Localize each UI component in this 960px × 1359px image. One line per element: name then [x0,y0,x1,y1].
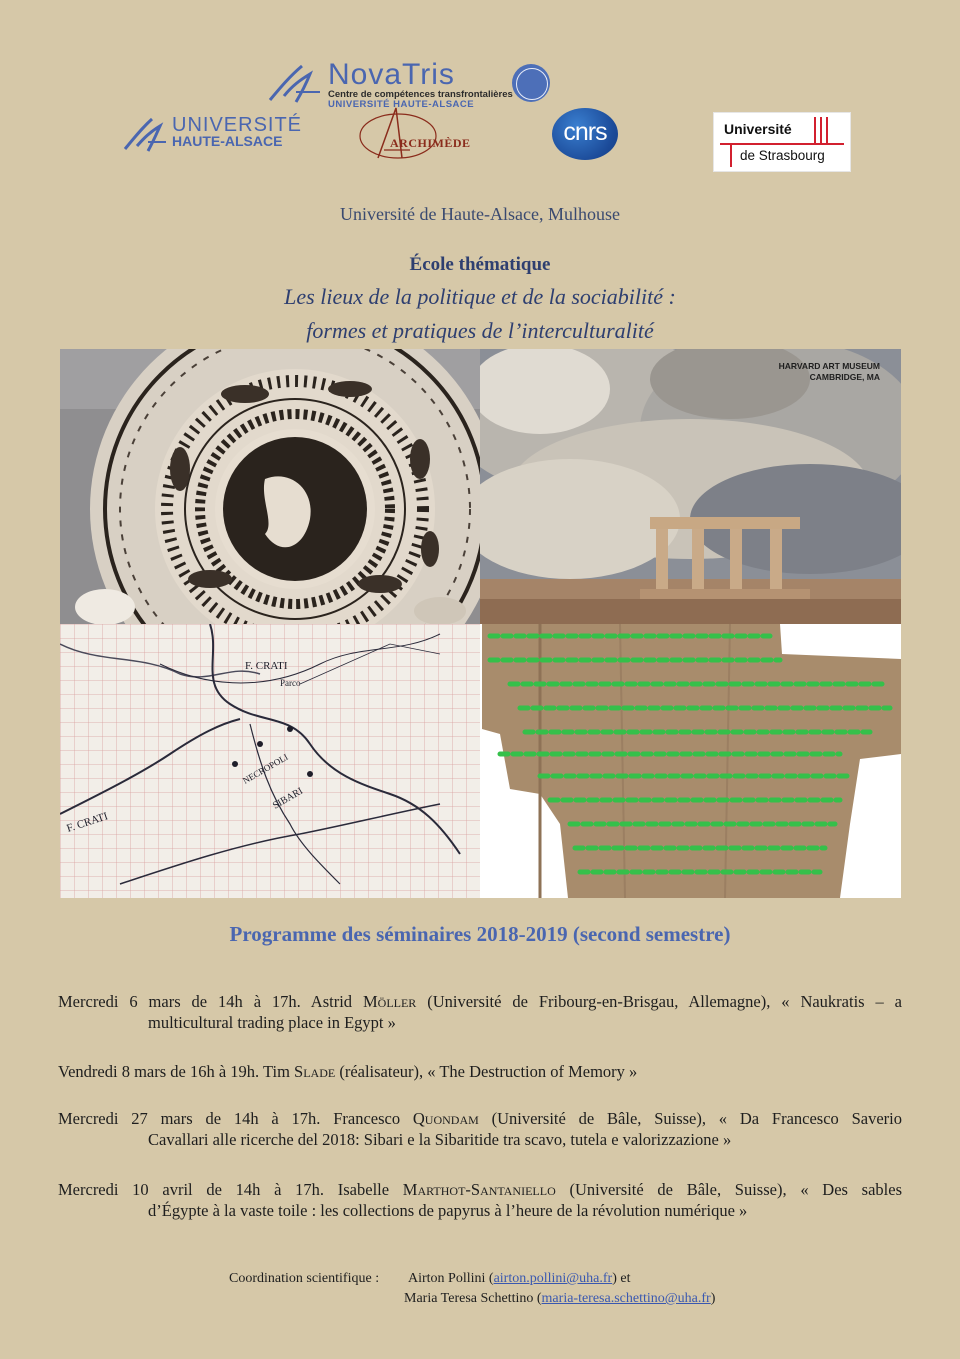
map-label-parco: Parco [280,678,301,688]
papyrus-image [480,624,901,898]
session-line1: Mercredi 10 avril de 14h à 17h. Isabelle Marthot-Santaniello (Université de Bâle, Suisse), « Des sables [58,1180,902,1199]
novatris-name: NovaTris [328,58,455,91]
session-line1: Vendredi 8 mars de 16h à 19h. Tim Slade (réalisateur), « The Destruction of Memory » [58,1062,638,1081]
novatris-subtitle: Centre de compétences transfrontalières [328,89,513,100]
coordinator-1: Airton Pollini (airton.pollini@uha.fr) et [408,1271,631,1286]
archimede-name: ARCHIMÈDE [390,136,471,150]
novatris-mark-icon [266,62,324,108]
theme-subtitle-line1: Les lieux de la politique et de la sociabilité : [284,284,676,309]
map-label-sibari: SIBARI [271,785,305,812]
institution-title: Université de Haute-Alsace, Mulhouse [340,204,620,224]
session-item [58,1179,902,1221]
archimede-logo [358,106,471,162]
speaker-surname: Möller [362,992,417,1011]
session-item [58,1061,902,1082]
session-line1: Mercredi 27 mars de 14h à 17h. Francesco Quondam (Université de Bâle, Suisse), « Da Francesco Saverio [58,1109,902,1128]
map-label-crati-top: F. CRATI [245,660,288,672]
coordination-label: Coordination scientifique : [229,1271,380,1286]
unistra-logo [713,112,851,172]
museum-name: HARVARD ART MUSEUM [778,361,880,371]
speaker-surname: Slade [294,1062,336,1081]
coordinator-1-email-link[interactable]: airton.pollini@uha.fr [493,1271,613,1286]
archimede-mark-icon [358,106,454,162]
coordinator-2: Maria Teresa Schettino (maria-teresa.schettino@uha.fr) [404,1291,716,1306]
unistra-rule [826,117,828,143]
palmyra-smoke-icon [480,349,901,624]
seal-ring [516,68,548,100]
session-line2: Cavallari alle ricerche del 2018: Sibari e la Sibaritide tra scavo, tutela e valorizzazione » [148,1130,732,1149]
unistra-rule [820,117,822,143]
papyrus-icon [480,624,901,898]
uha-line2: HAUTE-ALSACE [172,133,283,149]
session-line1: Mercredi 6 mars de 14h à 17h. Astrid Möller (Université de Fribourg-en-Brisgau, Allemagne), « Naukratis – a [58,992,902,1011]
map-label-necropoli: NECROPOLI [241,751,290,786]
greek-plate-icon [60,349,480,624]
novatris-university: UNIVERSITÉ HAUTE-ALSACE [328,99,475,110]
unistra-rule [814,117,816,143]
uha-line1: UNIVERSITÉ [172,114,303,136]
uha-mark-icon [122,116,168,154]
unistra-rule [720,143,844,145]
coordinator-2-email-link[interactable]: maria-teresa.schettino@uha.fr [541,1291,711,1306]
greek-plate-image [60,349,480,624]
uha-logo [122,112,312,156]
unistra-line2: de Strasbourg [740,148,825,163]
speaker-surname: Marthot-Santaniello [402,1180,556,1199]
sibari-map-image [60,624,480,898]
unistra-line1: Université [724,121,792,137]
session-line2: multicultural trading place in Egypt » [148,1013,396,1032]
speaker-surname: Quondam [412,1109,479,1128]
session-item [58,991,902,1033]
session-item [58,1108,902,1150]
image-collage [60,349,901,898]
session-line2: d’Égypte à la vaste toile : les collections de papyrus à l’heure de la révolution numérique » [148,1201,748,1220]
unistra-rule [730,143,732,167]
map-grid-icon [60,624,480,898]
school-title: École thématique [409,254,551,275]
museum-city: CAMBRIDGE, MA [809,372,880,382]
program-title: Programme des séminaires 2018-2019 (second semestre) [229,922,731,946]
map-label-crati-left: F. CRATI [65,810,110,835]
cnrs-name: cnrs [563,118,607,146]
palmyra-image [480,349,901,624]
theme-subtitle-line2: formes et pratiques de l’interculturalité [306,318,654,343]
